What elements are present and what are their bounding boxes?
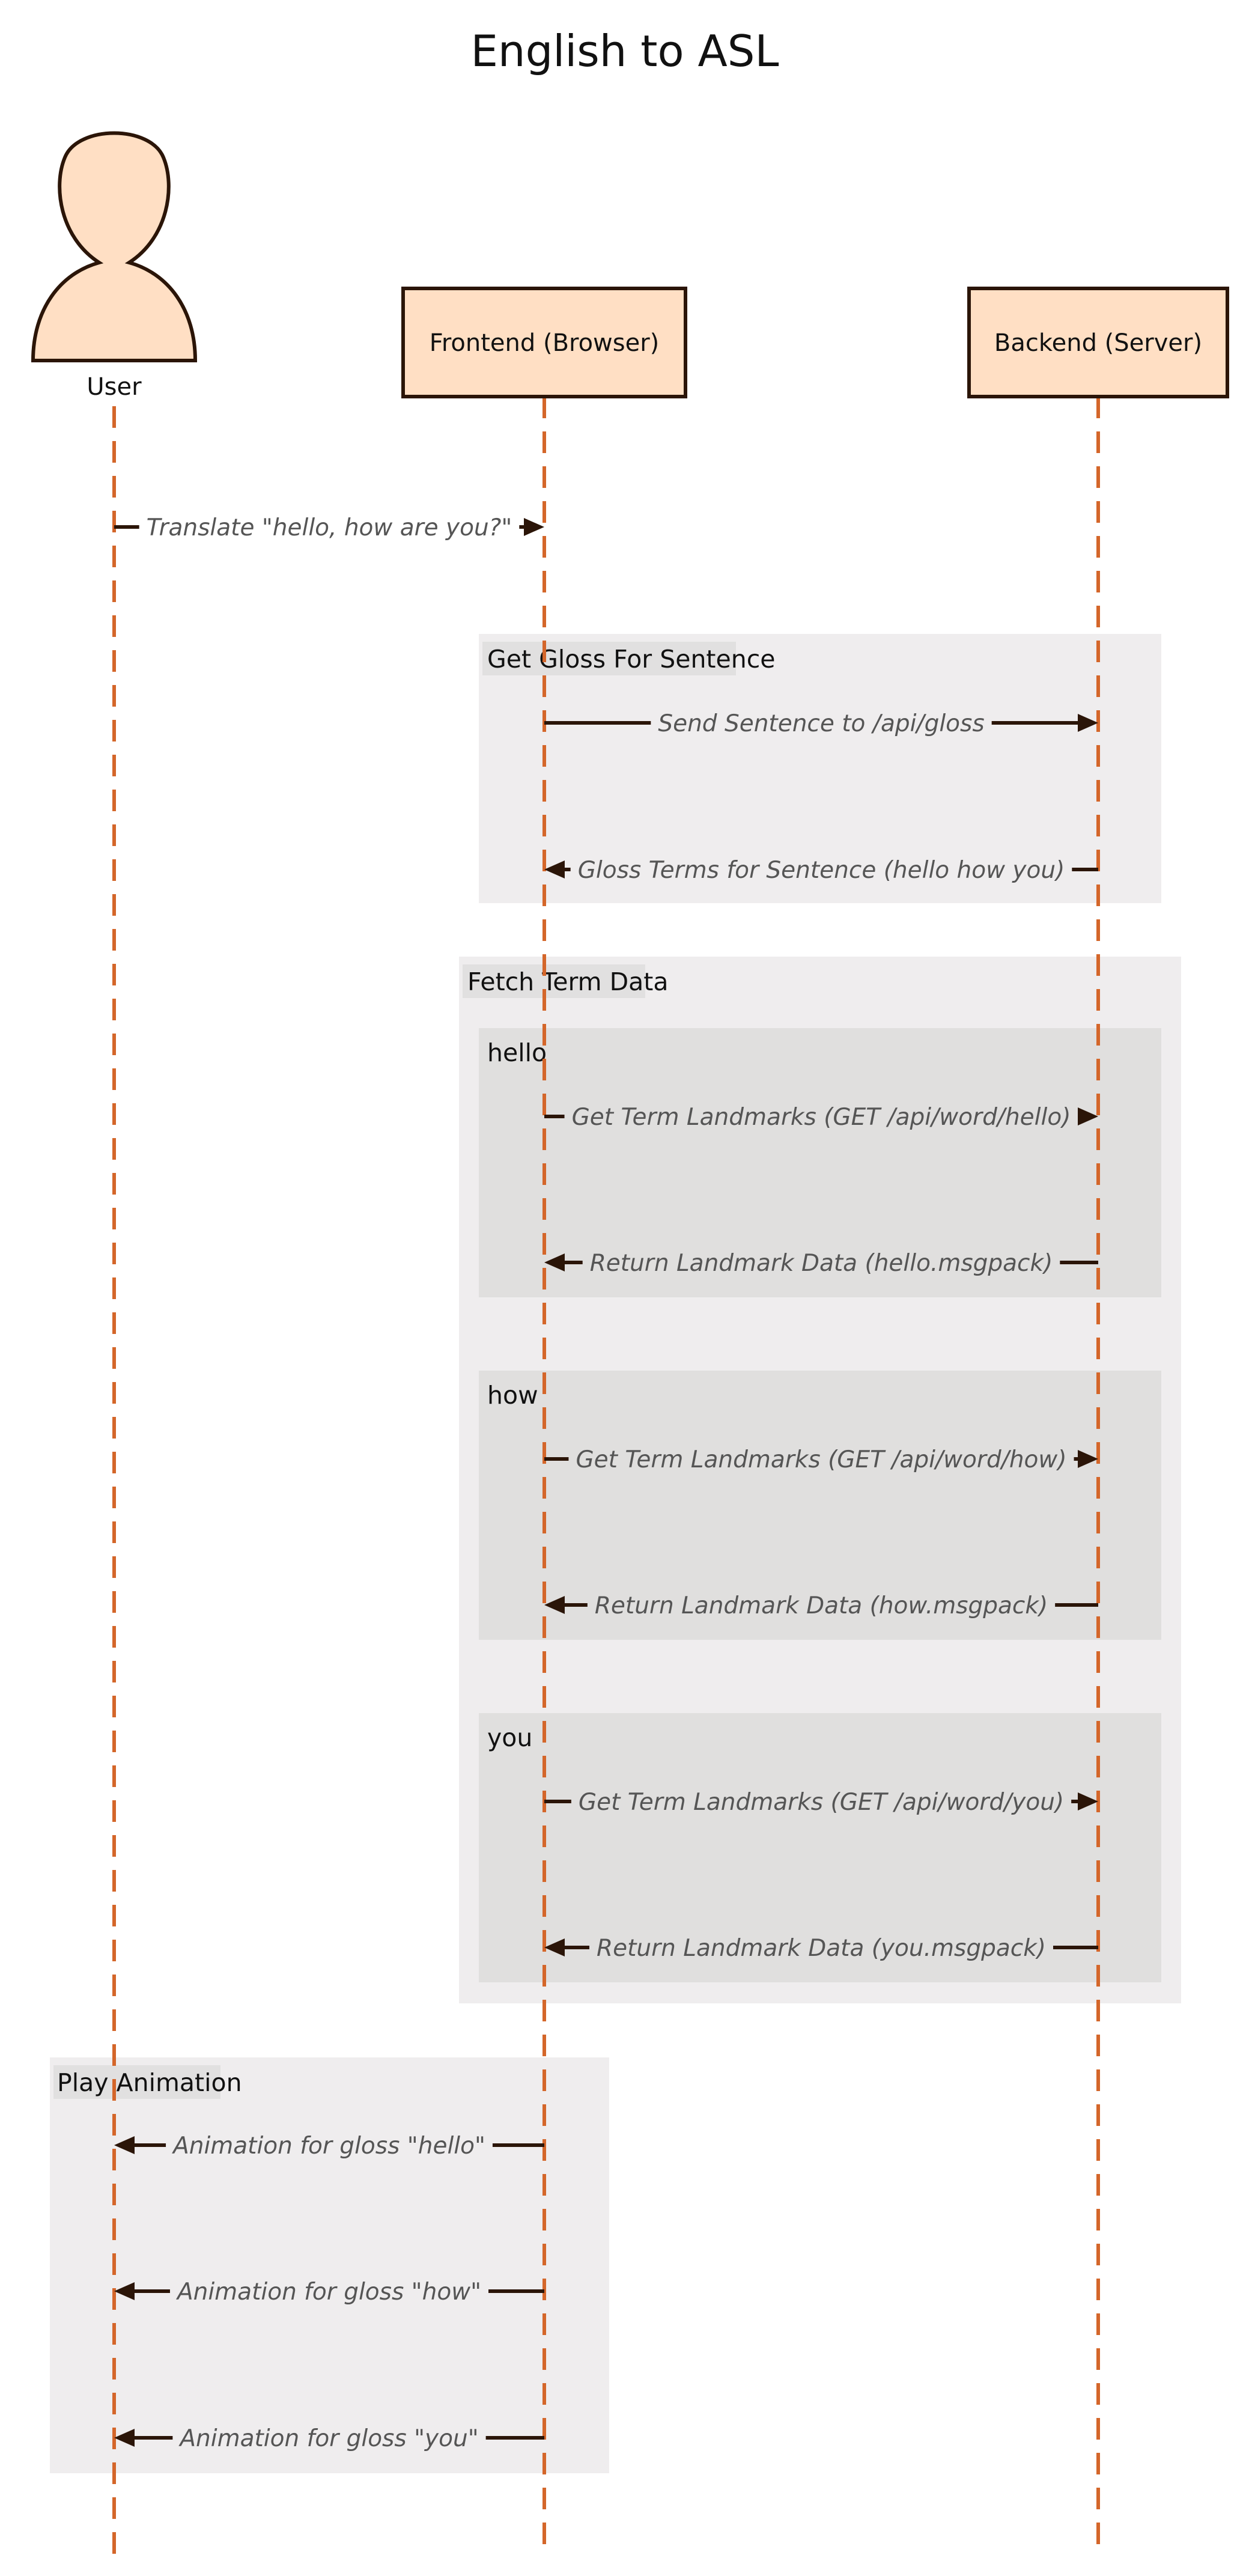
message-label: Animation for gloss "you" (180, 2425, 479, 2452)
message-4 (544, 1104, 1098, 1131)
message-label: Gloss Terms for Sentence (hello how you) (577, 857, 1065, 884)
actor-frontend (403, 288, 685, 397)
message-label: Return Landmark Data (hello.msgpack) (589, 1250, 1053, 1277)
message-3 (544, 857, 1098, 884)
user-person-icon (33, 133, 195, 361)
group-play-animation-label: Play Animation (57, 2068, 242, 2097)
actor-backend (969, 288, 1227, 397)
message-label: Get Term Landmarks (GET /api/word/how) (576, 1446, 1067, 1473)
message-7 (544, 1592, 1098, 1619)
message-label: Get Term Landmarks (GET /api/word/hello) (571, 1104, 1071, 1131)
group-how-label: how (487, 1381, 538, 1410)
group-play-animation (50, 2057, 609, 2473)
group-you-label: you (487, 1723, 533, 1752)
message-8 (544, 1789, 1098, 1816)
message-1 (114, 514, 544, 541)
actor-user (33, 133, 195, 401)
diagram-title: English to ASL (470, 26, 779, 76)
message-label: Animation for gloss "hello" (173, 2133, 485, 2160)
message-label: Translate "hello, how are you?" (146, 514, 512, 541)
message-label: Get Term Landmarks (GET /api/word/you) (578, 1789, 1065, 1816)
actor-label-backend: Backend (Server) (994, 329, 1203, 357)
group-get-gloss-label: Get Gloss For Sentence (487, 645, 776, 674)
message-5 (544, 1250, 1098, 1277)
message-9 (544, 1935, 1098, 1962)
message-label: Send Sentence to /api/gloss (658, 710, 985, 737)
actor-label-user: User (87, 373, 142, 401)
message-label: Animation for gloss "how" (177, 2279, 482, 2306)
message-label: Return Landmark Data (how.msgpack) (594, 1592, 1048, 1619)
message-10 (114, 2133, 544, 2160)
group-fetch-term-data-label: Fetch Term Data (467, 967, 669, 996)
group-play-animation-box (50, 2057, 609, 2473)
message-label: Return Landmark Data (you.msgpack) (596, 1935, 1047, 1962)
message-6 (544, 1446, 1098, 1473)
actor-label-frontend: Frontend (Browser) (429, 329, 660, 357)
message-11 (114, 2279, 544, 2306)
group-hello-label: hello (487, 1038, 547, 1067)
arrowhead-icon (524, 518, 544, 536)
